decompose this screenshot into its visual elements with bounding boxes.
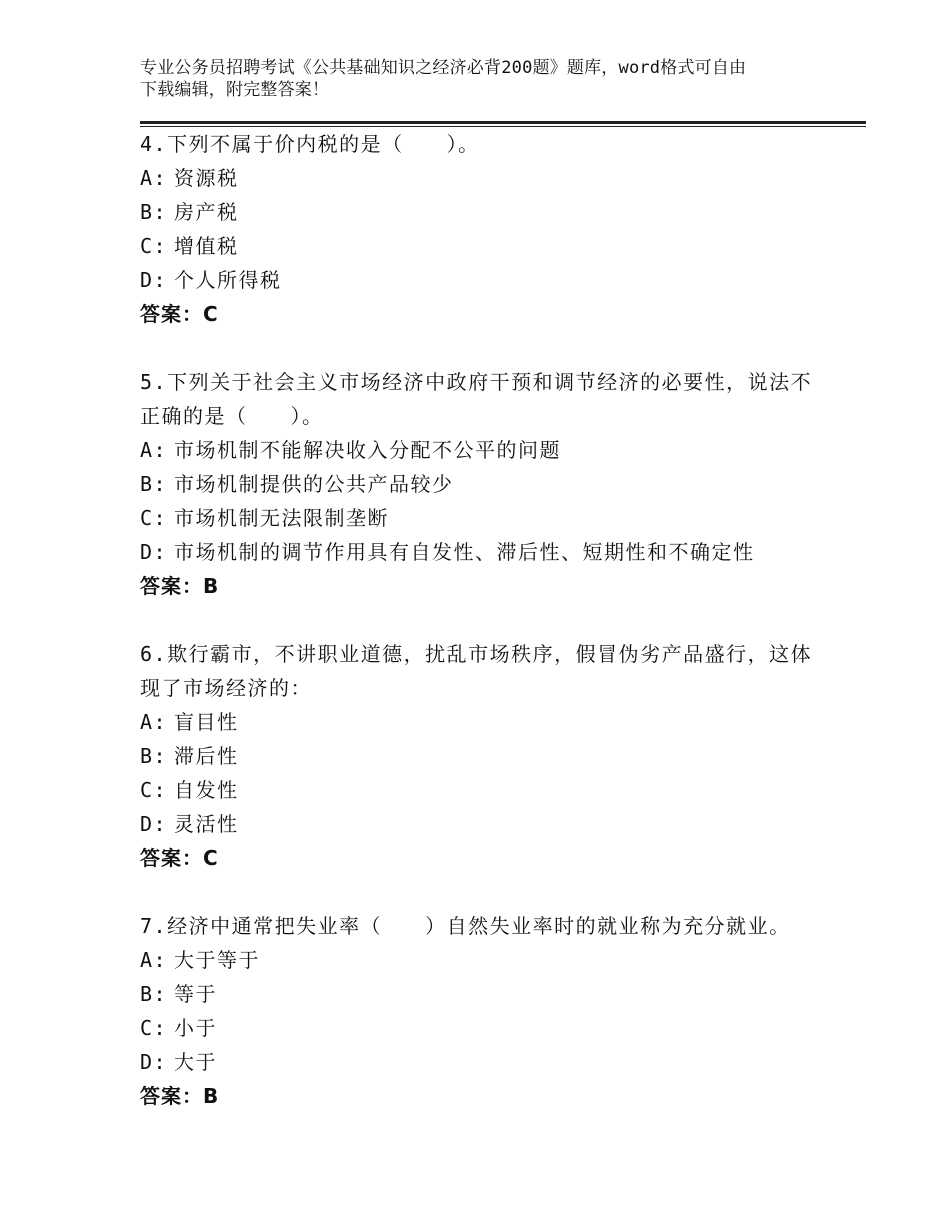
header-divider-thick (140, 121, 866, 124)
option-letter: D: (140, 540, 168, 564)
option-text: 个人所得税 (174, 268, 282, 292)
question-stem: 6.欺行霸市，不讲职业道德，扰乱市场秩序，假冒伪劣产品盛行，这体现了市场经济的： (140, 642, 813, 700)
document-header (140, 57, 800, 101)
option-a (140, 705, 820, 739)
option-text: 自发性 (174, 778, 239, 802)
option-text: 资源税 (174, 166, 239, 190)
option-letter: D: (140, 1050, 168, 1074)
option-letter: B: (140, 200, 168, 224)
option-d (140, 807, 820, 841)
option-text: 小于 (174, 1016, 217, 1040)
question-stem: 5.下列关于社会主义市场经济中政府干预和调节经济的必要性，说法不正确的是（ ）。 (140, 370, 813, 428)
option-letter: B: (140, 982, 168, 1006)
question-4 (140, 127, 820, 331)
option-text: 滞后性 (174, 744, 239, 768)
option-text: 大于等于 (174, 948, 260, 972)
answer-key: 答案：B (140, 574, 220, 598)
option-text: 盲目性 (174, 710, 239, 734)
option-letter: C: (140, 506, 168, 530)
option-a (140, 161, 820, 195)
header-line-2: 下载编辑，附完整答案！ (140, 80, 330, 100)
option-text: 灵活性 (174, 812, 239, 836)
option-text: 增值税 (174, 234, 239, 258)
option-b (140, 467, 820, 501)
option-letter: D: (140, 812, 168, 836)
option-letter: A: (140, 166, 168, 190)
option-letter: A: (140, 710, 168, 734)
option-c (140, 1011, 820, 1045)
option-letter: A: (140, 948, 168, 972)
option-text: 大于 (174, 1050, 217, 1074)
question-7 (140, 909, 820, 1113)
option-text: 市场机制的调节作用具有自发性、滞后性、短期性和不确定性 (174, 540, 755, 564)
option-c (140, 501, 820, 535)
question-stem: 4.下列不属于价内税的是（ ）。 (140, 132, 480, 156)
option-letter: B: (140, 744, 168, 768)
option-text: 市场机制不能解决收入分配不公平的问题 (174, 438, 561, 462)
option-d (140, 263, 820, 297)
option-letter: A: (140, 438, 168, 462)
option-c (140, 229, 820, 263)
header-line-1: 专业公务员招聘考试《公共基础知识之经济必背200题》题库，word格式可自由 (140, 58, 747, 78)
question-5 (140, 365, 820, 603)
question-stem: 7.经济中通常把失业率（ ）自然失业率时的就业称为充分就业。 (140, 914, 791, 938)
option-a (140, 433, 820, 467)
answer-key: 答案：C (140, 846, 219, 870)
option-letter: C: (140, 234, 168, 258)
option-c (140, 773, 820, 807)
answer-key: 答案：C (140, 302, 219, 326)
option-b (140, 739, 820, 773)
option-letter: C: (140, 778, 168, 802)
option-b (140, 977, 820, 1011)
option-b (140, 195, 820, 229)
option-text: 房产税 (174, 200, 239, 224)
option-text: 市场机制无法限制垄断 (174, 506, 389, 530)
option-d (140, 1045, 820, 1079)
option-text: 等于 (174, 982, 217, 1006)
option-letter: C: (140, 1016, 168, 1040)
option-letter: D: (140, 268, 168, 292)
option-text: 市场机制提供的公共产品较少 (174, 472, 454, 496)
answer-key: 答案：B (140, 1084, 220, 1108)
option-d (140, 535, 820, 569)
question-6 (140, 637, 820, 875)
option-a (140, 943, 820, 977)
question-list (140, 127, 820, 1147)
option-letter: B: (140, 472, 168, 496)
